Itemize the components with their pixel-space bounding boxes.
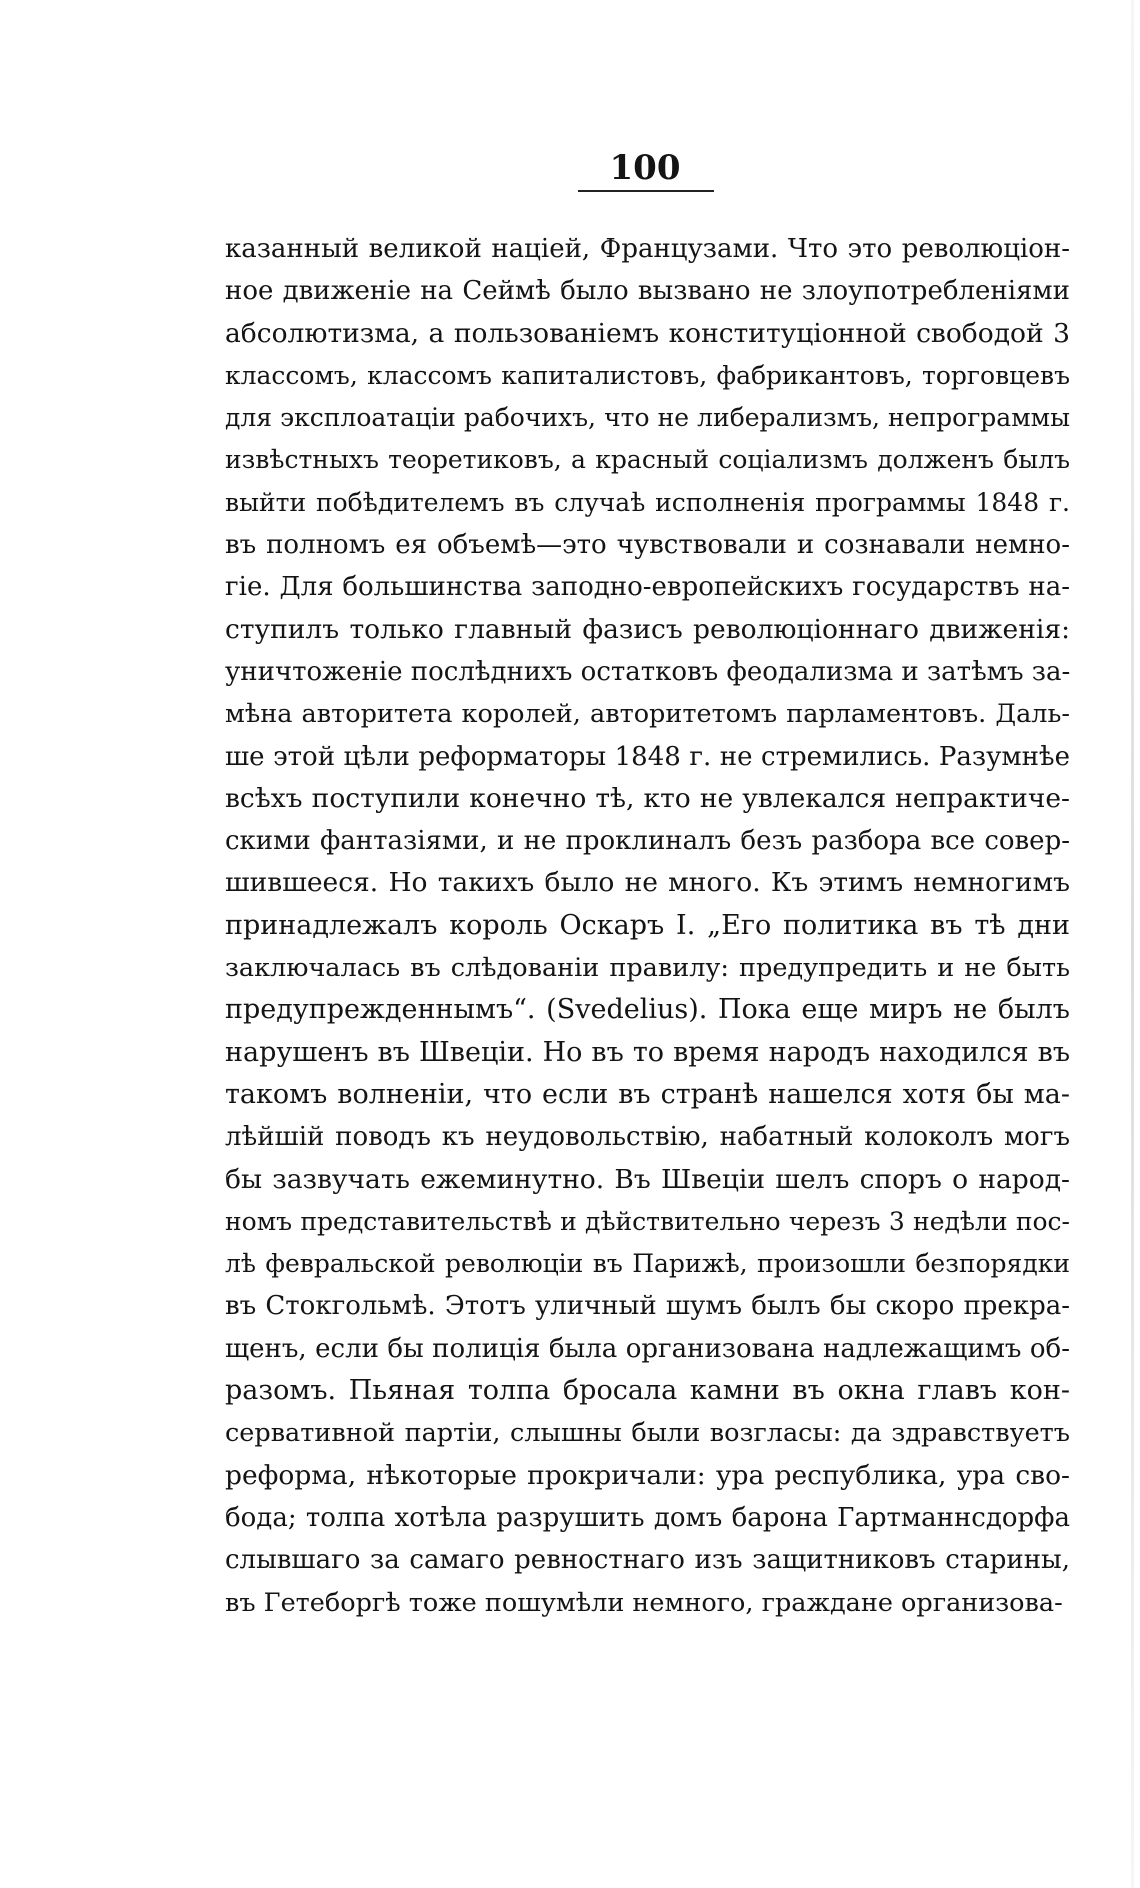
text-line: лѣ февральской революціи въ Парижѣ, произошли безпорядки xyxy=(225,1249,1070,1279)
text-line: всѣхъ поступили конечно тѣ, кто не увлекался непрактиче- xyxy=(225,782,1070,814)
body-text xyxy=(225,228,1070,1624)
text-line: ше этой цѣли реформаторы 1848 г. не стремились. Разумнѣе xyxy=(225,741,1070,772)
text-line: номъ представительствѣ и дѣйствительно черезъ 3 недѣли пос- xyxy=(225,1206,1070,1236)
text-line: извѣстныхъ теоретиковъ, а красный соціализмъ долженъ былъ xyxy=(225,445,1070,475)
text-line: реформа, нѣкоторые прокричали: ура республика, ура сво- xyxy=(225,1459,1070,1491)
text-line: для эксплоатаціи рабочихъ, что не либерализмъ, непрограммы xyxy=(225,403,1070,433)
text-line: ступилъ только главный фазисъ революціоннаго движенія: xyxy=(225,613,1070,645)
page-number: 100 xyxy=(609,148,681,188)
text-line: лѣйшій поводъ къ неудовольствію, набатный колоколъ могъ xyxy=(225,1122,1070,1153)
text-line: разомъ. Пьяная толпа бросала камни въ окна главъ кон- xyxy=(225,1375,1070,1407)
text-line: выйти побѣдителемъ въ случаѣ исполненія программы 1848 г. xyxy=(225,487,1070,517)
text-line: казанный великой націей, Французами. Что это революціон- xyxy=(225,234,1070,264)
text-line: нарушенъ въ Швеціи. Но въ то время народъ находился въ xyxy=(225,1036,1070,1068)
text-line: бы зазвучать ежеминутно. Въ Швеціи шелъ споръ о народ- xyxy=(225,1163,1070,1195)
text-line: принадлежалъ король Оскаръ I. „Его политика въ тѣ дни xyxy=(225,909,1070,941)
page-number-rule xyxy=(578,190,714,192)
text-line: гіе. Для большинства заподно-европейскихъ государствъ на- xyxy=(225,572,1070,603)
text-line: предупрежденнымъ“. (Svedelius). Пока еще миръ не былъ xyxy=(225,994,1070,1026)
text-line: сервативной партіи, слышны были возгласы: да здравствуетъ xyxy=(225,1418,1070,1449)
text-line: въ полномъ ея объемѣ—это чувствовали и сознавали немно- xyxy=(225,530,1070,561)
text-line: абсолютизма, а пользованіемъ конституціонной свободой 3 xyxy=(225,317,1070,349)
text-line: въ Гетеборгѣ тоже пошумѣли немного, граждане организова- xyxy=(225,1587,1063,1618)
scan-page-edge xyxy=(1131,0,1134,1888)
text-line: шившееся. Но такихъ было не много. Къ этимъ немногимъ xyxy=(225,867,1070,899)
text-line: бода; толпа хотѣла разрушить домъ барона Гартманнсдорфа xyxy=(225,1502,1070,1533)
text-line: щенъ, если бы полиція была организована надлежащимъ об- xyxy=(225,1333,1070,1364)
text-line: классомъ, классомъ капиталистовъ, фабрикантовъ, торговцевъ xyxy=(225,360,1070,390)
text-line: такомъ волненіи, что если въ странѣ нашелся хотя бы ма- xyxy=(225,1078,1070,1110)
text-line: въ Стокгольмѣ. Этотъ уличный шумъ былъ бы скоро прекра- xyxy=(225,1291,1070,1322)
text-line: слывшаго за самаго ревностнаго изъ защитниковъ старины, xyxy=(225,1545,1070,1576)
text-line: скими фантазіями, и не проклиналъ безъ разбора все совер- xyxy=(225,826,1070,857)
text-line: заключалась въ слѣдованіи правилу: предупредить и не быть xyxy=(225,953,1070,984)
text-line: ное движеніе на Сеймѣ было вызвано не злоупотребленіями xyxy=(225,276,1070,307)
text-line: мѣна авторитета королей, авторитетомъ парламентовъ. Даль- xyxy=(225,699,1070,730)
text-line: уничтоженіе послѣднихъ остатковъ феодализма и затѣмъ за- xyxy=(225,656,1070,687)
